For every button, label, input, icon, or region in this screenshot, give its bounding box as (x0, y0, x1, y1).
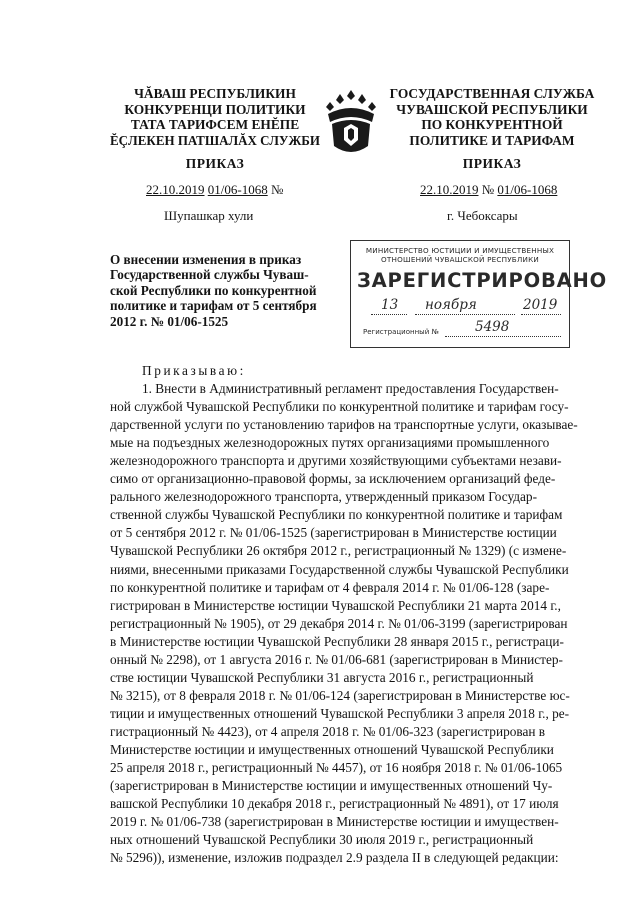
order-date: 22.10.2019 (146, 182, 205, 197)
order-title-chuvash: ПРИКАЗ (185, 156, 245, 171)
body-line: в Министерстве юстиции Чувашской Республики 28 января 2015 г., регистраци- (110, 633, 564, 649)
subject-line: О внесении изменения в приказ (110, 252, 302, 267)
city-chuvash: Шупашкар хули (164, 208, 254, 223)
subject-line: Государственной службы Чуваш- (110, 267, 309, 283)
body-line: дарственной услуги по установлению тарифов на транспортные услуги, оказывае- (110, 417, 578, 433)
registration-stamp (350, 240, 608, 348)
body-line: 1. Внести в Административный регламент предоставления Государствен- (142, 381, 559, 397)
stamp-day: 13 (381, 297, 399, 313)
subject-line: политике и тарифам от 5 сентября (110, 298, 317, 314)
stamp-year: 2019 (523, 297, 558, 313)
stamp-year-line (521, 314, 561, 315)
header-russian (382, 86, 602, 148)
order-intro: Приказываю: (142, 363, 246, 378)
order-number: 01/06-1068 (207, 182, 268, 197)
body-line: симо от организационно-правовой формы, за исключением организаций феде- (110, 471, 556, 487)
body-line: мые на подъездных железнодорожных путях организациями промышленного (110, 435, 550, 451)
header-chuvash-line: ĔÇЛЕКЕН ПАТШАЛĂХ СЛУЖБИ (110, 132, 321, 148)
body-line: Министерстве юстиции и имущественных отношений Чувашской Республики (110, 741, 554, 757)
stamp-header (351, 246, 569, 264)
header-chuvash-line: ТАТА ТАРИФСЕМ ЕНĔПЕ (130, 117, 300, 132)
stamp-reg-label: Регистрационный № (363, 328, 439, 336)
order-subject (110, 252, 330, 329)
header-russian-line: ЧУВАШСКОЙ РЕСПУБЛИКИ (396, 101, 588, 117)
body-line: тиции и имущественных отношений Чувашской Республики 3 апреля 2018 г., ре- (110, 705, 570, 721)
body-line: регистрационный № 1905), от 29 декабря 2014 г. № 01/06-3199 (зарегистрирован (110, 615, 568, 631)
stamp-reg-line (445, 336, 561, 337)
body-line: 25 апреля 2018 г., регистрационный № 4457), от 16 ноября 2018 г. № 01/06-1065 (110, 760, 563, 776)
number-sign: № (481, 182, 495, 197)
body-line: рального железнодорожного транспорта, утвержденный приказом Государ- (110, 489, 537, 505)
number-sign: № (270, 182, 284, 197)
body-line: Чувашской Республики 26 октября 2012 г., регистрационный № 1329) (с измене- (110, 543, 567, 559)
body-line: ниями, внесенными приказами Государственной службы Чувашской Республики (110, 561, 569, 577)
chuvash-emblem-icon (320, 88, 382, 158)
order-number: 01/06-1068 (497, 182, 558, 197)
body-line: гистрирован в Министерстве юстиции Чувашской Республики 21 марта 2014 г., (110, 597, 561, 613)
header-chuvash-line: ЧĂВАШ РЕСПУБЛИКИН (134, 86, 296, 101)
header-russian-line: ПО КОНКУРЕНТНОЙ (421, 117, 563, 132)
body-line: вашской Республики 10 декабря 2018 г., регистрационный № 4891), от 17 июля (110, 796, 559, 812)
body-line: онный № 2298), от 1 августа 2016 г. № 01/06-681 (зарегистрирован в Министер- (110, 651, 563, 667)
body-line: стве юстиции Чувашской Республики 31 августа 2016 г., регистрационный (110, 669, 534, 685)
stamp-header-line: ОТНОШЕНИЙ ЧУВАШСКОЙ РЕСПУБЛИКИ (381, 255, 539, 264)
stamp-month: ноября (425, 297, 477, 313)
body-line: № 3215), от 8 февраля 2018 г. № 01/06-124 (зарегистрирован в Министерстве юс- (110, 687, 570, 703)
header-chuvash-line: КОНКУРЕНЦИ ПОЛИТИКИ (124, 101, 306, 117)
subject-line: 2012 г. № 01/06-1525 (110, 313, 229, 329)
stamp-month-line (415, 314, 515, 315)
order-date: 22.10.2019 (420, 182, 479, 197)
order-date-number-chuvash (146, 182, 283, 198)
header-russian-line: ГОСУДАРСТВЕННАЯ СЛУЖБА (389, 86, 595, 101)
order-body (110, 362, 620, 867)
subject-line: ской Республики по конкурентной (110, 282, 317, 298)
order-title-russian: ПРИКАЗ (462, 156, 522, 171)
stamp-registration (363, 319, 563, 339)
stamp-reg-number: 5498 (475, 319, 510, 335)
body-line: от 5 сентября 2012 г. № 01/06-1525 (зарегистрирован в Министерстве юстиции (110, 525, 557, 541)
body-line: ных отношений Чувашской Республики 30 июля 2019 г., регистрационный (110, 832, 534, 848)
body-line: гистрационный № 4423), от 4 апреля 2018 г. № 01/06-323 (зарегистрирован в (110, 723, 546, 739)
body-line: по конкурентной политике и тарифам от 4 февраля 2014 г. № 01/06-128 (заре- (110, 579, 550, 595)
body-line: № 5296)), изменение, изложив подраздел 2.9 раздела II в следующей редакции: (110, 850, 559, 866)
stamp-date (363, 299, 563, 317)
stamp-day-line (371, 314, 407, 315)
stamp-header-line: МИНИСТЕРСТВО ЮСТИЦИИ И ИМУЩЕСТВЕННЫХ (365, 246, 555, 255)
header-chuvash (110, 86, 320, 148)
body-line: (зарегистрирован в Министерстве юстиции и имущественных отношений Чу- (110, 778, 553, 794)
body-line: железнодорожного транспорта и другими хозяйствующими субъектами незави- (110, 453, 562, 469)
body-line: ной службой Чувашской Республики по конкурентной политике и тарифам госу- (110, 399, 569, 415)
stamp-status: ЗАРЕГИСТРИРОВАНО (357, 269, 608, 292)
body-line: 2019 г. № 01/06-738 (зарегистрирован в Министерстве юстиции и имуществен- (110, 814, 559, 830)
body-line: ственной службы Чувашской Республики по конкурентной политике и тарифам (110, 507, 563, 523)
header-russian-line: ПОЛИТИКЕ И ТАРИФАМ (409, 132, 575, 148)
order-date-number-russian (420, 182, 557, 198)
city-russian: г. Чебоксары (447, 208, 518, 223)
